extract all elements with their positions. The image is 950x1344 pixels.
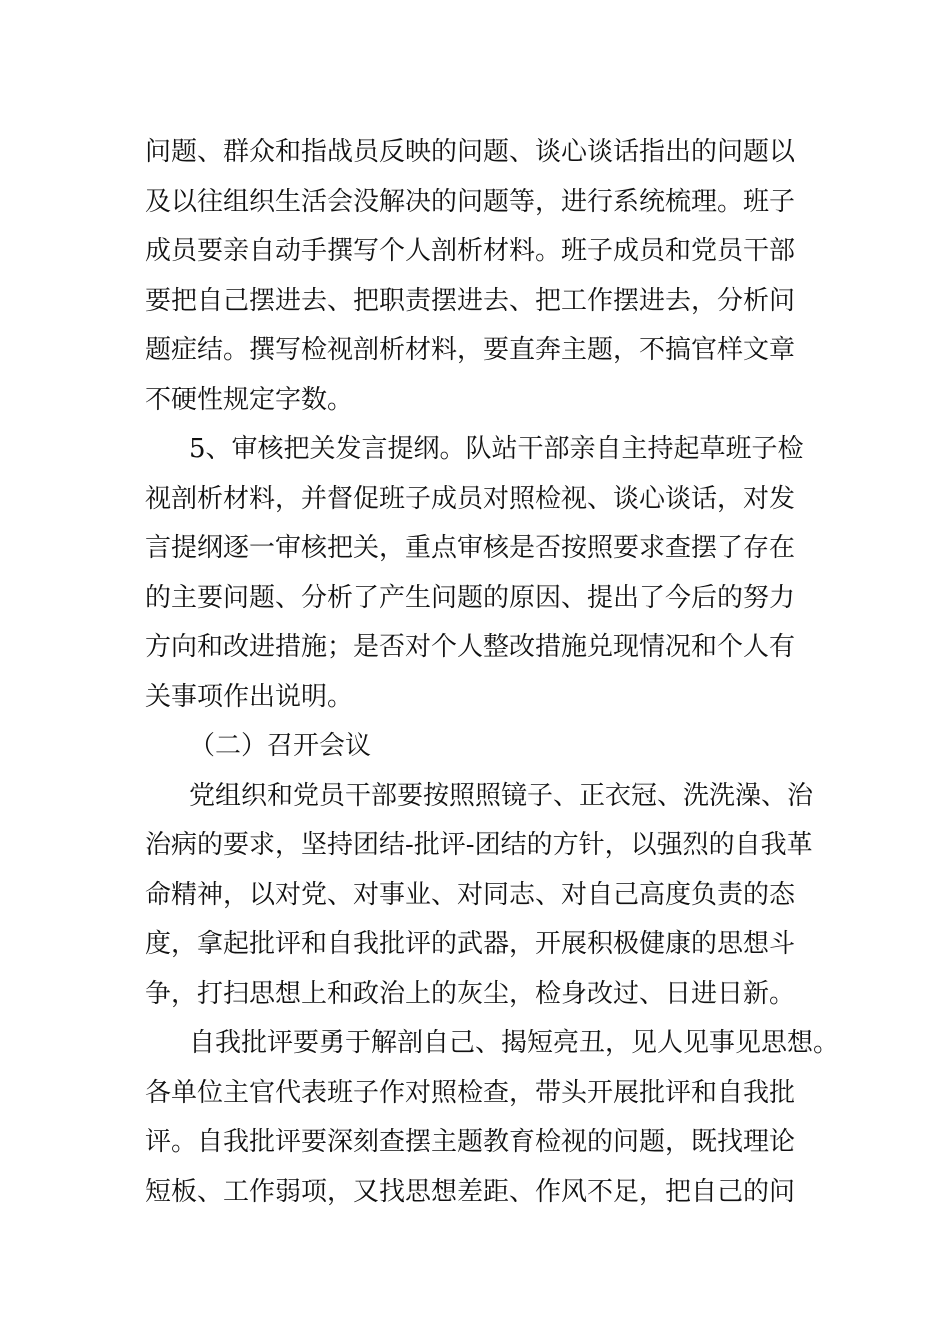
paragraph-review-materials (145, 128, 825, 425)
text-line: 及以往组织生活会没解决的问题等，进行系统梳理。班子 (145, 186, 796, 217)
paragraph-audit-outline (145, 425, 825, 722)
text-line: 方向和改进措施；是否对个人整改措施兑现情况和个人有 (145, 632, 796, 662)
section-heading-text: （二）召开会议 (189, 731, 372, 761)
text-line: 成员要亲自动手撰写个人剖析材料。班子成员和党员干部 (145, 236, 796, 266)
text-line: 5、审核把关发言提纲。队站干部亲自主持起草班子检 (189, 434, 804, 464)
text-line: 治病的要求，坚持团结-批评-团结的方针，以强烈的自我革 (145, 830, 813, 860)
text-line: 度，拿起批评和自我批评的武器，开展积极健康的思想斗 (145, 929, 796, 959)
text-line: 题症结。撰写检视剖析材料，要直奔主题，不搞官样文章 (145, 335, 796, 365)
text-line: 关事项作出说明。 (145, 681, 354, 712)
document-body (145, 128, 840, 1217)
text-line: 短板、工作弱项，又找思想差距、作风不足，把自己的问 (145, 1176, 796, 1207)
paragraph-self-criticism (145, 1019, 840, 1217)
text-line: 视剖析材料，并督促班子成员对照检视、谈心谈话，对发 (145, 483, 796, 514)
text-line: 各单位主官代表班子作对照检查，带头开展批评和自我批 (145, 1077, 796, 1108)
text-line: 的主要问题、分析了产生问题的原因、提出了今后的努力 (145, 582, 796, 613)
text-line: 言提纲逐一审核把关，重点审核是否按照要求查摆了存在 (145, 533, 796, 563)
section-heading (145, 722, 825, 772)
text-line: 党组织和党员干部要按照照镜子、正衣冠、洗洗澡、治 (189, 780, 814, 811)
paragraph-hold-meeting (145, 772, 825, 1020)
text-line: 不硬性规定字数。 (145, 384, 354, 415)
text-line: 争，打扫思想上和政治上的灰尘，检身改过、日进日新。 (145, 978, 796, 1009)
text-line: 评。自我批评要深刻查摆主题教育检视的问题，既找理论 (145, 1127, 796, 1157)
text-line: 问题、群众和指战员反映的问题、谈心谈话指出的问题以 (145, 137, 796, 167)
text-line: 命精神，以对党、对事业、对同志、对自己高度负责的态 (145, 879, 796, 910)
text-line: 自我批评要勇于解剖自己、揭短亮丑，见人见事见思想。 (189, 1028, 840, 1058)
text-line: 要把自己摆进去、把职责摆进去、把工作摆进去，分析问 (145, 285, 796, 316)
